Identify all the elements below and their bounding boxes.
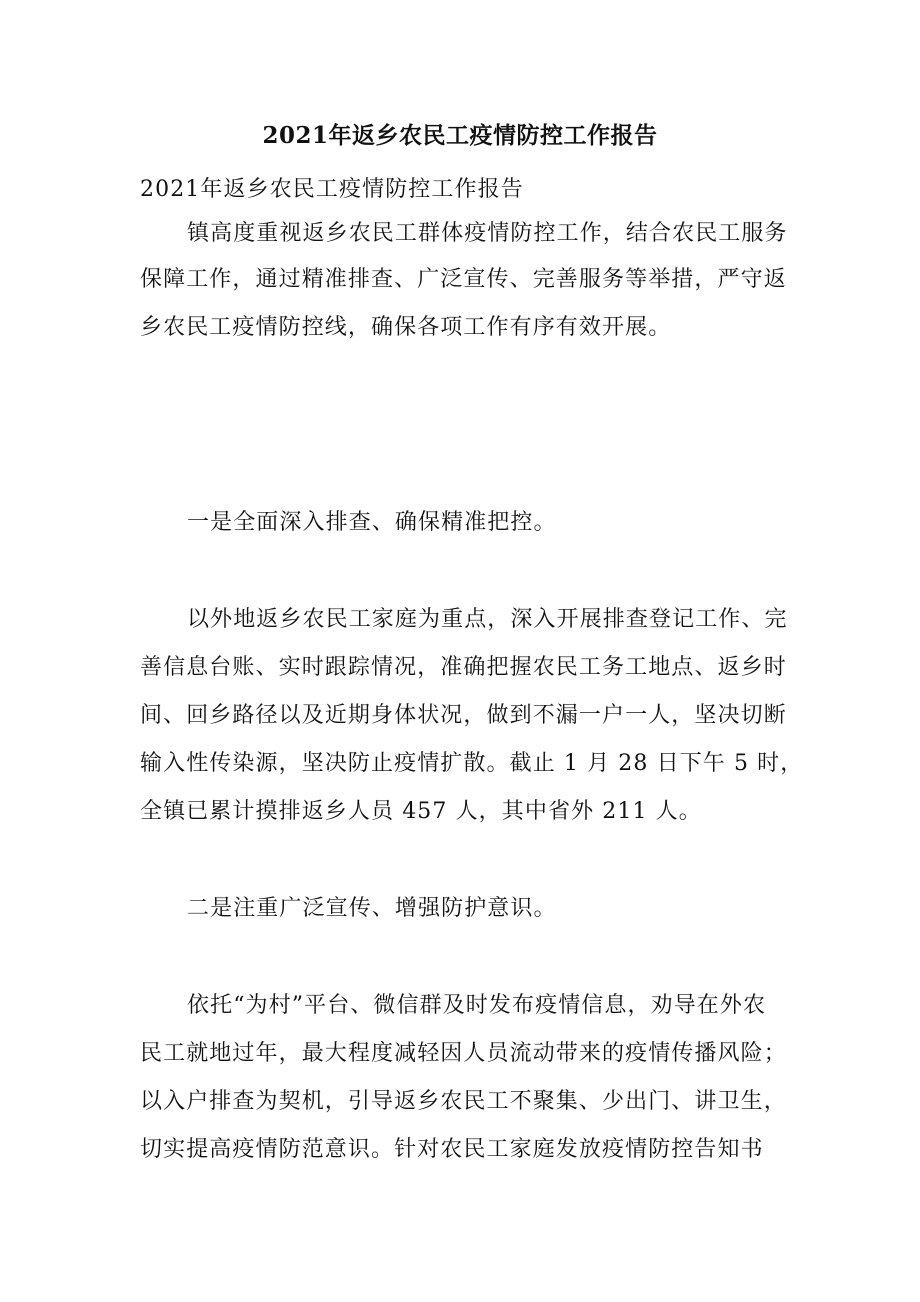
section2-line-1: 依托“为村”平台、微信群及时发布疫情信息，劝导在外农 (187, 993, 767, 1018)
section1-line-3: 间、回乡路径以及近期身体状况，做到不漏一户一人，坚决切断 (140, 703, 787, 728)
intro-line-3: 乡农民工疫情防控线，确保各项工作有序有效开展。 (140, 315, 672, 340)
section2-line-4: 切实提高疫情防范意识。针对农民工家庭发放疫情防控告知书 (140, 1137, 764, 1162)
document-subtitle: 2021年返乡农民工疫情防控工作报告 (140, 177, 524, 202)
section2-heading: 二是注重广泛宣传、增强防护意识。 (187, 896, 557, 921)
section1-line-2: 善信息台账、实时跟踪情况，准确把握农民工务工地点、返乡时 (140, 655, 787, 680)
intro-line-1: 镇高度重视返乡农民工群体疫情防控工作，结合农民工服务 (187, 221, 788, 246)
section1-line-5: 全镇已累计摸排返乡人员 457 人，其中省外 211 人。 (140, 799, 702, 824)
section1-line-4: 输入性传染源，坚决防止疫情扩散。截止 1 月 28 日下午 5 时， (140, 751, 804, 776)
section2-line-2: 民工就地过年，最大程度减轻因人员流动带来的疫情传播风险； (140, 1041, 787, 1066)
document-title: 2021年返乡农民工疫情防控工作报告 (262, 122, 658, 149)
section1-line-1: 以外地返乡农民工家庭为重点，深入开展排查登记工作、完 (187, 607, 788, 632)
section1-heading: 一是全面深入排查、确保精准把控。 (187, 510, 557, 535)
intro-line-2: 保障工作，通过精准排查、广泛宣传、完善服务等举措，严守返 (140, 267, 787, 292)
section2-line-3: 以入户排查为契机，引导返乡农民工不聚集、少出门、讲卫生， (140, 1089, 787, 1114)
